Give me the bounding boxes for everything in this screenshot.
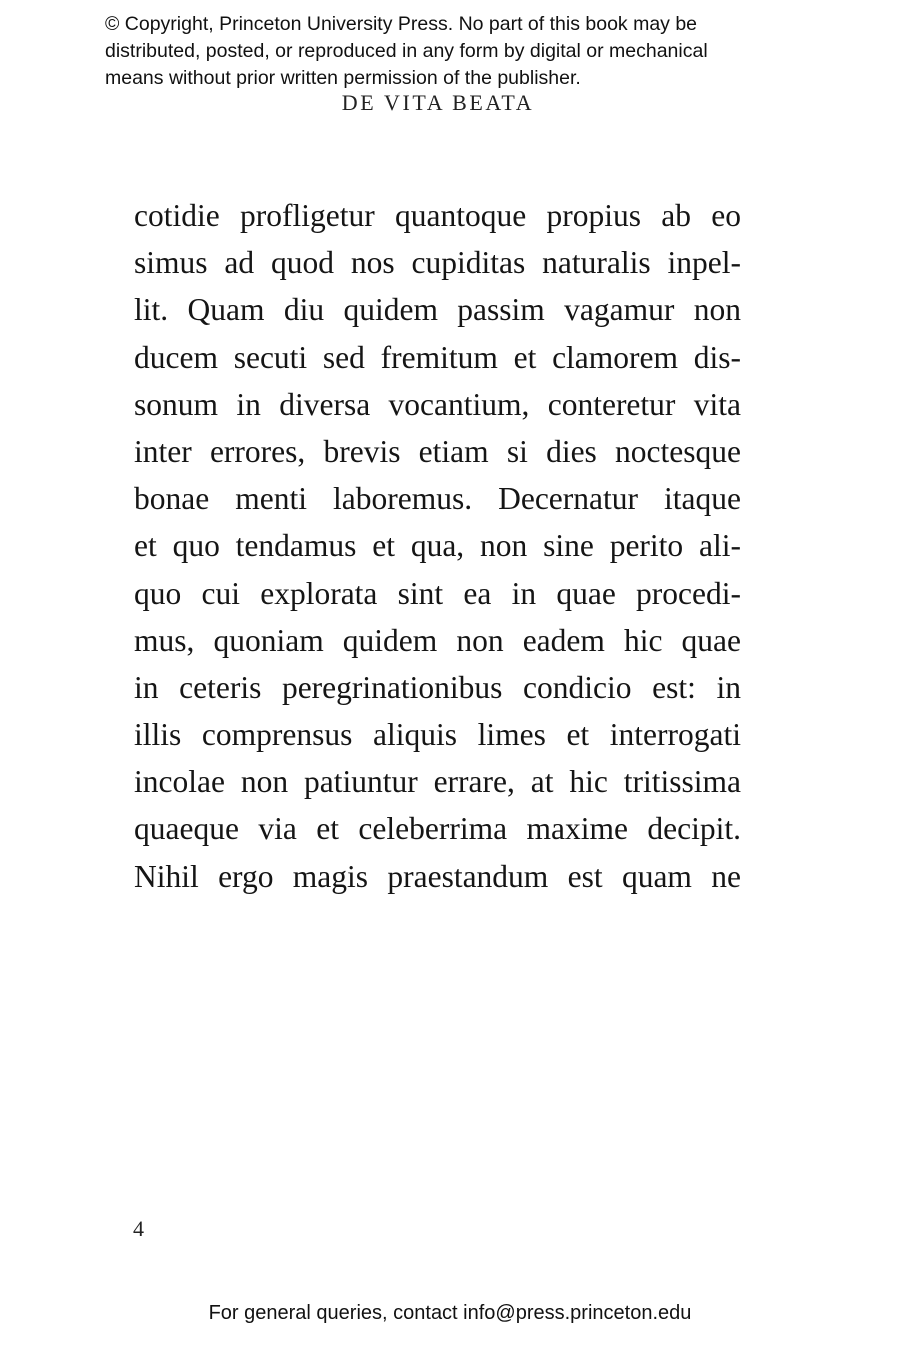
body-text (134, 192, 741, 900)
text-line: bonae menti laboremus. Decernatur itaque (134, 481, 741, 517)
text-line: quo cui explorata sint ea in quae procedi- (134, 575, 741, 611)
text-line: quaeque via et celeberrima maxime decipit. (134, 811, 741, 847)
copyright-line: means without prior written permission of the publisher. (105, 67, 581, 89)
text-line: incolae non patiuntur errare, at hic tritissima (134, 764, 741, 800)
text-line: sonum in diversa vocantium, conteretur vita (134, 386, 741, 422)
copyright-notice (105, 11, 825, 92)
text-line: inter errores, brevis etiam si dies noctesque (134, 433, 741, 469)
page-number: 4 (133, 1216, 144, 1241)
footer-contact: For general queries, contact info@press.princeton.edu (208, 1302, 692, 1324)
copyright-line: distributed, posted, or reproduced in any form by digital or mechanical (105, 40, 708, 62)
text-line: ducem secuti sed fremitum et clamorem dis- (134, 339, 741, 375)
running-head: DE VITA BEATA (341, 90, 535, 115)
text-line: lit. Quam diu quidem passim vagamur non (134, 292, 741, 328)
text-line: mus, quoniam quidem non eadem hic quae (134, 622, 741, 658)
text-line: illis comprensus aliquis limes et interrogati (134, 717, 741, 753)
copyright-line: © Copyright, Princeton University Press. No part of this book may be (105, 13, 698, 35)
text-line: et quo tendamus et qua, non sine perito ali- (134, 528, 741, 564)
text-line: in ceteris peregrinationibus condicio est: in (134, 669, 741, 705)
text-line: Nihil ergo magis praestandum est quam ne (134, 858, 741, 894)
text-line: cotidie profligetur quantoque propius ab eo (134, 198, 741, 233)
text-line: simus ad quod nos cupiditas naturalis inpel- (134, 245, 741, 281)
